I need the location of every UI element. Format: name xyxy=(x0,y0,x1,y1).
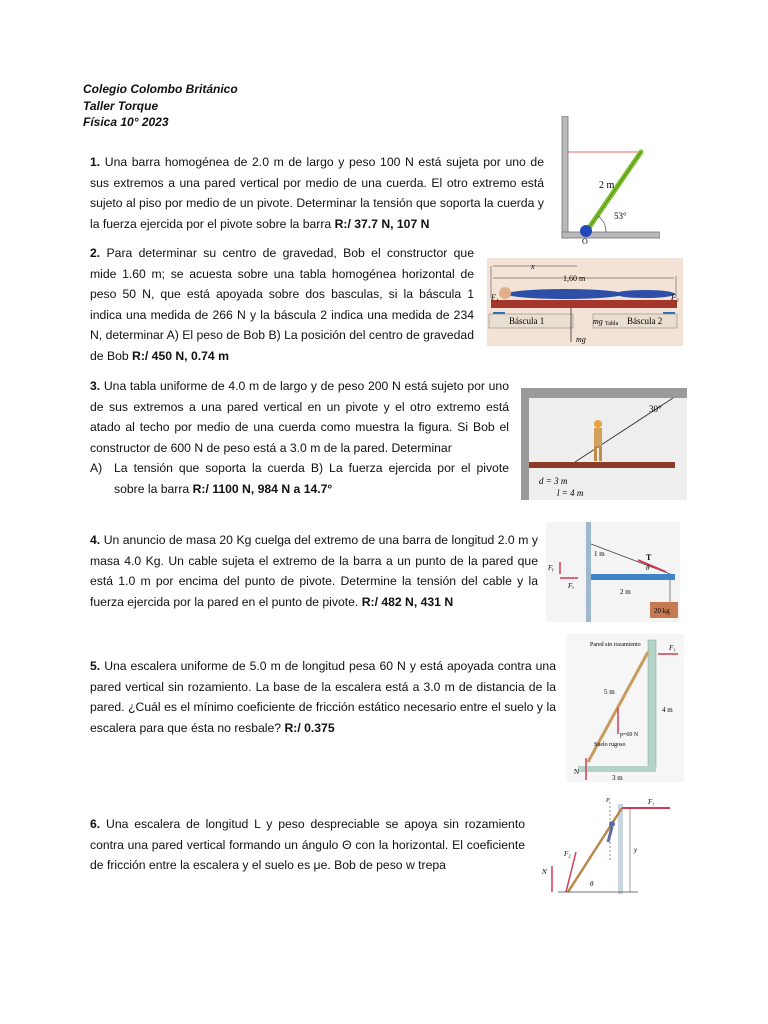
person-body xyxy=(507,289,623,299)
figure-problem-6 xyxy=(538,794,678,902)
angle-label: 53° xyxy=(614,211,627,221)
N-label: N xyxy=(542,868,547,876)
figure-problem-1 xyxy=(554,116,660,244)
problem-text: Una barra homogénea de 2.0 m de largo y peso 100 N está sujeta por uno de sus extremos a una pared vertical por medio de una cuerda. El otro extremo está sujeto al piso por medio de un pivote. Determinar la tensión que soporta la cuerda y la fuerza ejercida por el pivote sobre la barra xyxy=(90,155,544,231)
school-name: Colegio Colombo Británico xyxy=(83,82,238,96)
problem-1 xyxy=(90,152,544,234)
floor-label: Suelo rugoso xyxy=(594,742,626,748)
three-meter-label: 3 m xyxy=(612,774,623,782)
f2-label: F₂ xyxy=(671,293,679,302)
f1-label: F₁ xyxy=(491,293,499,302)
theta-label: θ xyxy=(646,564,650,572)
problem-text: Una escalera de longitud L y peso despreciable se apoya sin rozamiento contra una pared vertical formando un ángulo Θ con la horizontal. El coeficiente de fricción entre la escalera y el suelo es μe. Bob de peso w trepa xyxy=(90,817,525,873)
problem-5 xyxy=(90,656,556,738)
f1-label: F₁ xyxy=(669,644,676,652)
figure-problem-2 xyxy=(487,258,683,346)
mg-label: mg xyxy=(576,335,586,344)
board xyxy=(491,300,677,308)
d-label: d = 3 m xyxy=(539,476,568,486)
problem-number: 5. xyxy=(90,659,101,673)
problem-answer: R:/ 482 N, 431 N xyxy=(361,594,454,609)
problem-3 xyxy=(90,376,509,500)
problem-text: Un anuncio de masa 20 Kg cuelga del extremo de una barra de longitud 2.0 m y masa 4.0 Kg. Un cable sujeta el extremo de la barra a un punto de la pared que está 1.0 m por encima del punto de pivote. Determine la tensión del cable y la fuerza ejercida por la pared en el punto de pivote. xyxy=(90,533,538,609)
figure-problem-4 xyxy=(546,522,680,622)
problem-6 xyxy=(90,814,525,876)
problem-answer: R:/ 0.375 xyxy=(284,720,335,735)
y-label: y xyxy=(634,846,638,854)
problem-number: 1. xyxy=(90,155,101,169)
problem-answer: R:/ 1100 N, 984 N a 14.7° xyxy=(192,481,333,496)
problem-2 xyxy=(90,243,474,367)
l-label: l = 4 m xyxy=(557,488,584,498)
document-header xyxy=(83,81,238,131)
problem-answer: R:/ 450 N, 0.74 m xyxy=(132,348,229,363)
two-meter-label: 2 m xyxy=(620,588,631,596)
board xyxy=(529,462,675,468)
problem-text: Una tabla uniforme de 4.0 m de largo y de peso 200 N está sujeto por uno de sus extremos a una pared vertical en un pivote y el otro extremo está atado al techo por medio de una cuerda como muestra la figura. Si Bob el constructor de 600 N de peso está a 3.0 m de la pared. Determinar xyxy=(90,379,509,455)
tension-label: T xyxy=(646,553,652,562)
length-label: 1,60 m xyxy=(563,274,586,283)
worksheet-title: Taller Torque xyxy=(83,98,159,113)
one-meter-label: 1 m xyxy=(594,550,605,558)
course-label: Física 10° 2023 xyxy=(83,115,169,129)
four-meter-label: 4 m xyxy=(662,706,673,714)
fy-label: Fᵧ xyxy=(548,564,554,572)
figure-problem-3 xyxy=(521,388,687,500)
scale-2-label: Báscula 2 xyxy=(627,316,663,326)
problem-text: Para determinar su centro de gravedad, Bob el constructor que mide 1.60 m; se acuesta sobre una tabla homogénea horizontal de peso 50 N, que está apoyada sobre dos basculas, si la báscula 1 indica una medida de 266 N y la báscula 2 indica una medida de 234 N, determinar A) El peso de Bob B) La posición del centro de gravedad de Bob xyxy=(90,246,474,363)
sub-label: A) xyxy=(90,461,103,476)
problem-number: 3. xyxy=(90,379,101,393)
problem-answer: R:/ 37.7 N, 107 N xyxy=(334,216,430,231)
weight-label: p=60 N xyxy=(620,732,639,738)
problem-4 xyxy=(90,530,538,612)
beam xyxy=(591,574,675,580)
person-head xyxy=(499,287,511,299)
F2-label: F₂ xyxy=(564,850,571,858)
F1-label: F₁ xyxy=(648,798,655,806)
mg-tabla-label: mg xyxy=(593,317,603,326)
problem-text: Una escalera uniforme de 5.0 m de longitud pesa 60 N y está apoyada contra una pared vertical sin rozamiento. La base de la escalera está a 3.0 m de distancia de la pared. ¿Cuál es el mínimo coeficiente de fricción estático necesario entre el suelo y la escalera para que ésta no resbale? xyxy=(90,659,556,735)
figure-problem-5 xyxy=(566,634,684,782)
fx-label: Fₓ xyxy=(568,582,575,590)
mass-label: 20 kg xyxy=(654,607,670,615)
wall-label: Pared sin rozamiento xyxy=(590,642,641,648)
five-meter-label: 5 m xyxy=(604,688,615,696)
sub-text: La tensión que soporta la cuerda B) La fuerza ejercida por el pivote sobre la barra xyxy=(114,461,509,496)
problem-number: 4. xyxy=(90,533,101,547)
problem-number: 6. xyxy=(90,817,101,831)
angle-label: 30° xyxy=(649,404,662,414)
x-label: x xyxy=(531,262,535,271)
pivot-icon xyxy=(580,225,592,237)
length-label: 2 m xyxy=(599,180,615,191)
normal-label: N xyxy=(574,768,580,776)
theta-label: θ xyxy=(590,880,594,888)
tabla-subscript: Tabla xyxy=(605,321,619,327)
scale-1-label: Báscula 1 xyxy=(509,316,545,326)
problem-number: 2. xyxy=(90,246,101,260)
pivot-label: O xyxy=(582,237,588,244)
P-label: P xyxy=(606,798,610,804)
